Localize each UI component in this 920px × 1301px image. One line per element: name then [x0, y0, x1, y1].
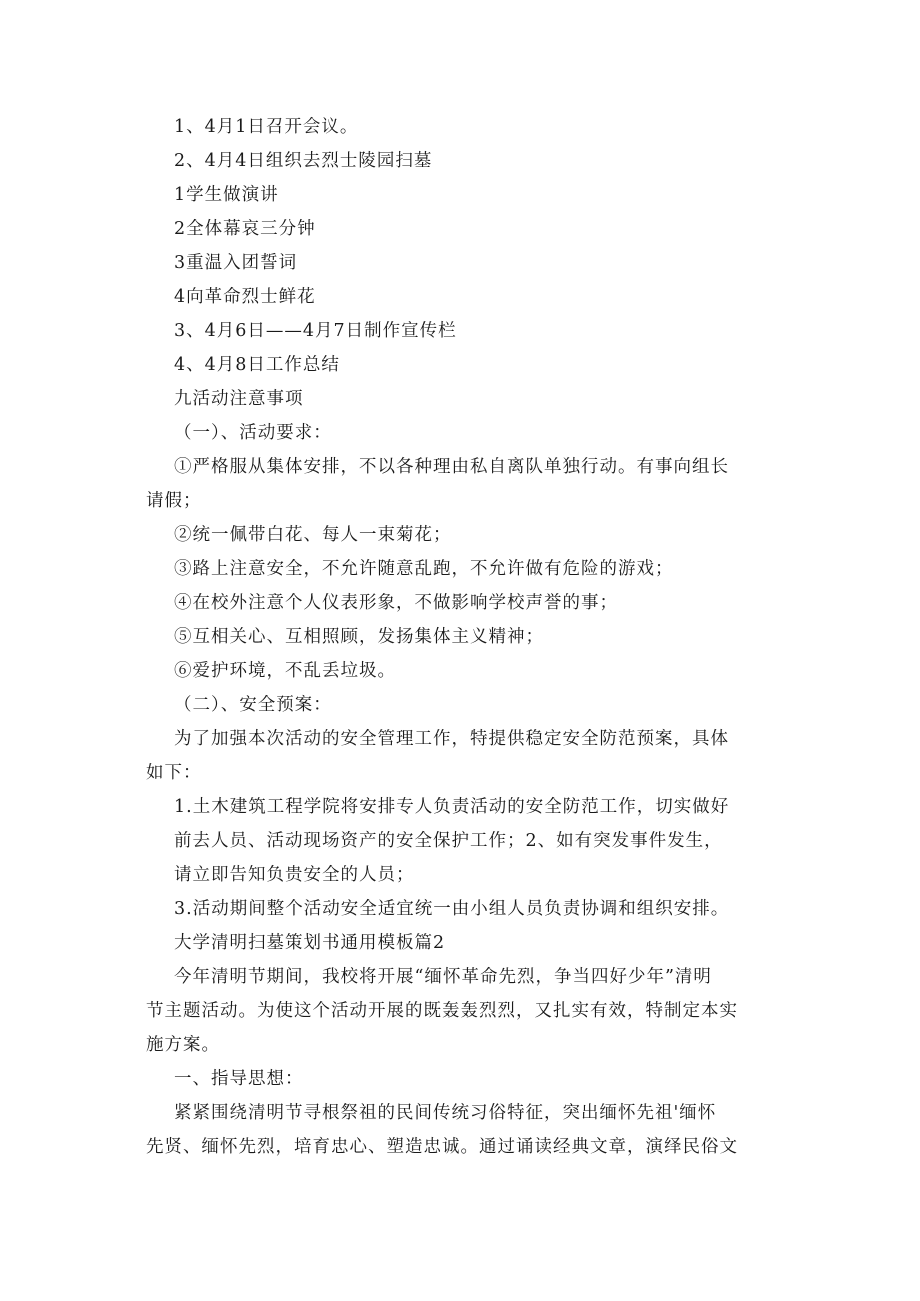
safety-item-1-line-3: 请立即告知负贵安全的人员；	[174, 865, 415, 885]
intro-paragraph-line-1: 今年清明节期间，我校将开展“缅怀革命先烈，争当四好少年”清明	[174, 967, 712, 987]
section-heading-notes: 九活动注意事项	[174, 389, 304, 409]
subsection-heading-safety: （二）、安全预案：	[174, 695, 332, 715]
ideology-paragraph-line-1: 紧紧围绕清明节寻根祭祖的民间传统习俗特征，突出缅怀先祖'缅怀	[174, 1103, 717, 1123]
document-body	[146, 110, 786, 1164]
sub-item-3: 3重温入团誓词	[174, 253, 298, 273]
intro-paragraph-line-3: 施方案。	[146, 1035, 220, 1055]
schedule-item-2: 2、4月4日组织去烈士陵园扫墓	[174, 151, 433, 171]
schedule-item-1: 1、4月1日召开会议。	[174, 117, 359, 137]
safety-intro-line-1: 为了加强本次活动的安全管理工作，特提供稳定安全防范预案，具体	[174, 729, 729, 749]
requirement-3: ③路上注意安全，不允许随意乱跑，不允许做有危险的游戏；	[174, 559, 674, 579]
requirement-2: ②统一佩带白花、每人一束菊花；	[174, 525, 452, 545]
ideology-paragraph-line-2: 先贤、缅怀先烈，培育忠心、塑造忠诚。通过诵读经典文章，演绎民俗文	[146, 1137, 738, 1157]
intro-paragraph-line-2: 节主题活动。为使这个活动开展的既轰轰烈烈，又扎实有效，特制定本实	[146, 1001, 738, 1021]
safety-item-3: 3.活动期间整个活动安全适宜统一由小组人员负责协调和组织安排。	[174, 899, 730, 919]
requirement-4: ④在校外注意个人仪表形象，不做影响学校声誉的事；	[174, 593, 618, 613]
safety-intro-line-2: 如下：	[146, 763, 202, 783]
subsection-heading-requirements: （一）、活动要求：	[174, 423, 332, 443]
section-title-part-2: 大学清明扫墓策划书通用模板篇2	[174, 933, 446, 953]
requirement-1-line-1: ①严格服从集体安排，不以各种理由私自离队单独行动。有事向组长	[174, 457, 729, 477]
sub-item-1: 1学生做演讲	[174, 185, 279, 205]
sub-item-4: 4向革命烈士鲜花	[174, 287, 316, 307]
heading-guiding-ideology: 一、指导思想：	[174, 1069, 304, 1089]
sub-item-2: 2全体幕哀三分钟	[174, 219, 316, 239]
schedule-item-4: 4、4月8日工作总结	[174, 355, 340, 375]
schedule-item-3: 3、4月6日——4月7日制作宣传栏	[174, 321, 457, 341]
requirement-1-line-2: 请假；	[146, 491, 202, 511]
safety-item-1-line-2: 前去人员、活动现场资产的安全保护工作；2、如有突发事件发生，	[174, 831, 723, 851]
safety-item-1-line-1: 1.土木建筑工程学院将安排专人负责活动的安全防范工作，切实做好	[174, 797, 730, 817]
requirement-5: ⑤互相关心、互相照顾，发扬集体主义精神；	[174, 627, 544, 647]
requirement-6: ⑥爱护环境，不乱丢垃圾。	[174, 661, 396, 681]
